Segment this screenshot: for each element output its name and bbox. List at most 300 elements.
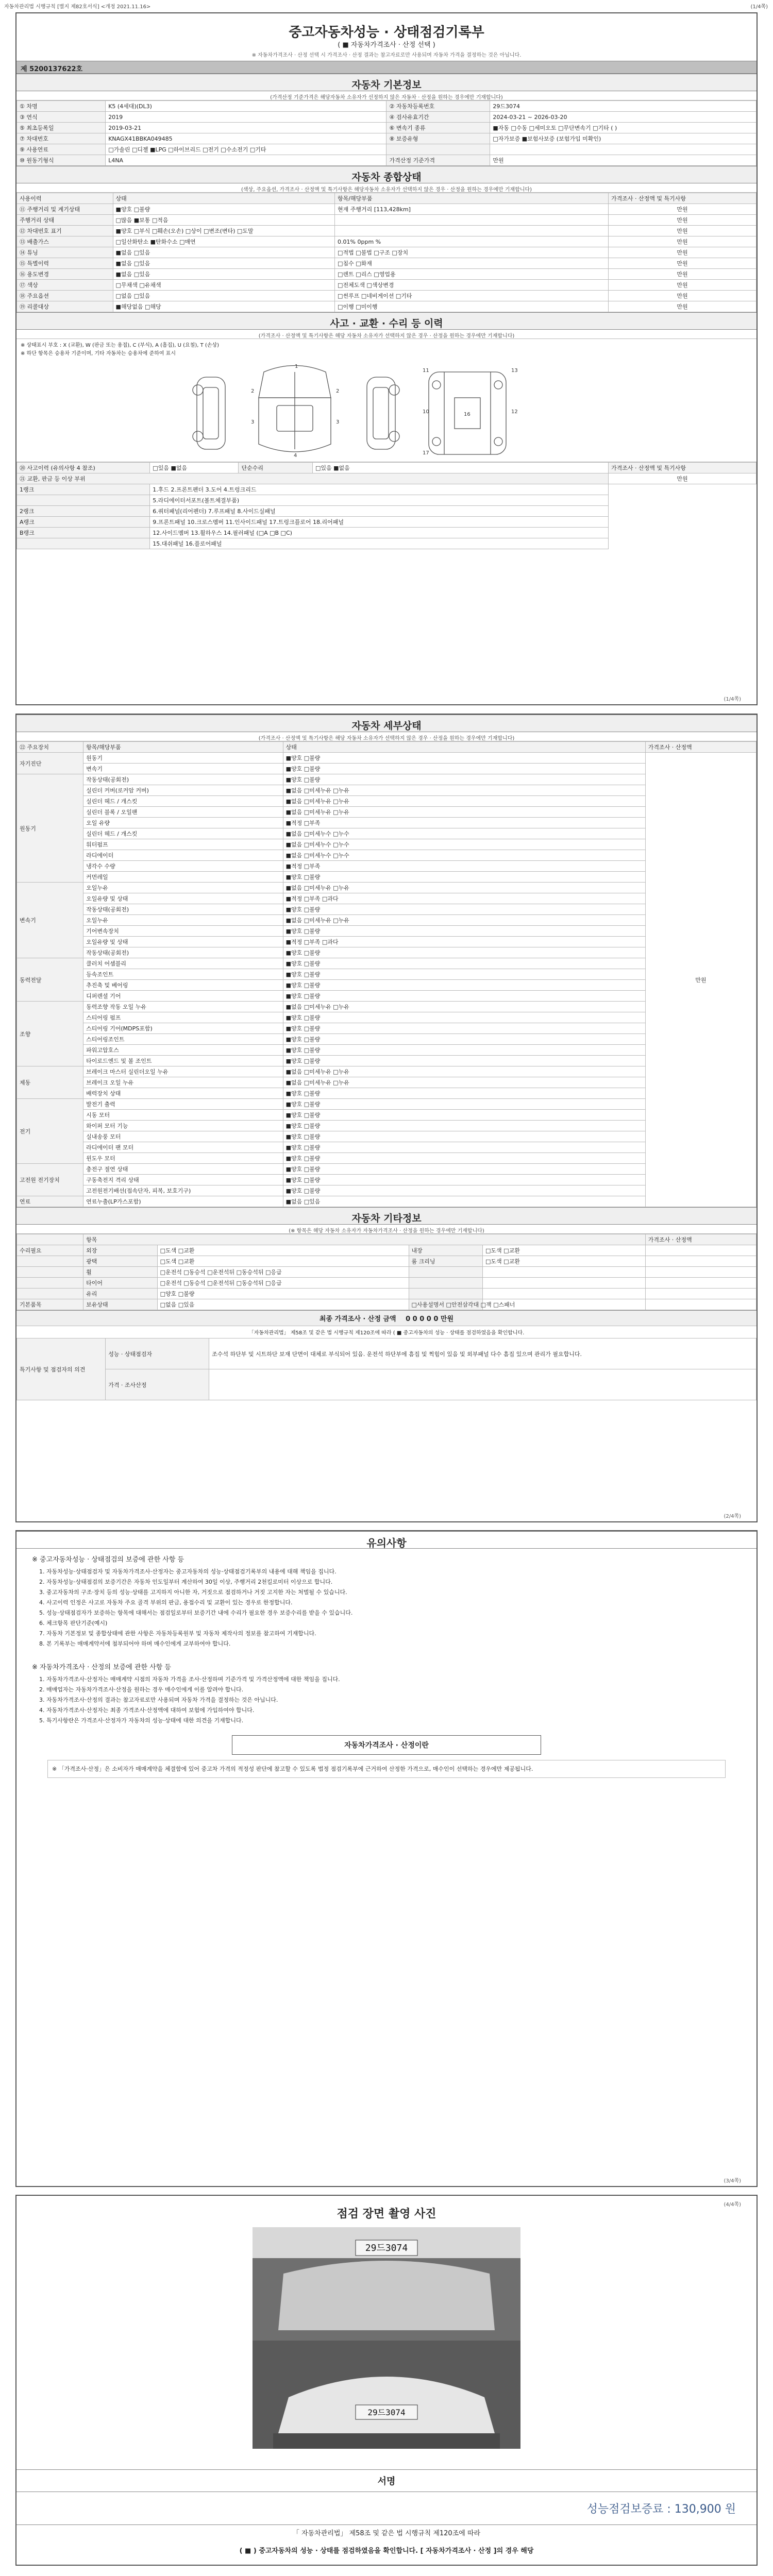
overall-row: [17, 236, 757, 247]
etc-row: [17, 1289, 757, 1299]
detail-state: ■양호 □불량: [283, 969, 645, 980]
detail-state: ■없음 □미세누유 □누유: [283, 785, 645, 796]
basic-value: 만원: [490, 155, 757, 166]
detail-state: ■없음 □미세누유 □누유: [283, 883, 645, 893]
detail-col-device: ㉒ 주요장치: [17, 742, 83, 753]
page-4-photos: [15, 2195, 758, 2566]
overall-item-price: 만원: [608, 280, 756, 291]
final-note: 「자동차관리법」 제58조 및 같은 법 시행규칙 제120조에 따라 ( ■ 중고자동차의 성능 · 상태를 점검하였음을 확인합니다.: [16, 1326, 757, 1338]
section-accident-note: (가격조사 · 산정액 및 특기사항은 해당 자동차 소유자가 선택하지 않은 경우 · 산정을 원하는 경우에만 기재합니다): [16, 330, 757, 339]
accident-rank: B랭크: [17, 528, 150, 538]
svg-text:16: 16: [464, 412, 470, 417]
notes-item: 1. 자동차성능·상태점검자 및 자동차가격조사·산정자는 중고자동차의 성능·상태점검기록부의 내용에 대해 책임을 집니다.: [39, 1568, 337, 1575]
detail-item: 스티어링 기어(MDPS포함): [83, 1023, 283, 1034]
overall-col-use: 사용이력: [17, 193, 113, 204]
basic-label: [386, 144, 490, 155]
overall-item-name: ⑮ 특별이력: [17, 258, 113, 269]
notes-head-2: ※ 자동차가격조사 · 산정의 보증에 관한 사항 등: [32, 1664, 171, 1671]
inspection-photo-svg: [253, 2227, 520, 2449]
detail-state: ■없음 □미세누유 □누유: [283, 1002, 645, 1012]
overall-item-state: ■없음 □있음: [113, 258, 335, 269]
notes-item: 8. 본 기록부는 매매계약서에 첨부되어야 하며 매수인에게 교부하여야 합니다.: [39, 1640, 231, 1647]
etc-cell: 기본품목: [17, 1299, 83, 1310]
etc-col-price: 가격조사 · 산정액: [645, 1234, 756, 1245]
etc-cell: 보유상태: [83, 1299, 158, 1310]
etc-price: [645, 1278, 756, 1289]
overall-row: [17, 247, 757, 258]
accident-rank: [17, 538, 150, 549]
detail-device: 동력전달: [17, 958, 83, 1002]
svg-text:2: 2: [336, 388, 340, 394]
detail-state: ■없음 □미세누수 □누수: [283, 828, 645, 839]
basic-value: □가솔린 □디젤 ■LPG □하이브리드 □전기 □수소전기 □기타: [106, 144, 386, 155]
accident-items: 5.라디에이터서포트(볼트체결부품): [150, 495, 609, 506]
detail-item: 오일누유: [83, 883, 283, 893]
overall-item-detail: [335, 215, 609, 226]
detail-state: ■양호 □불량: [283, 991, 645, 1002]
overall-table: [16, 193, 757, 312]
basic-value: ■자동 □수동 □세미오토 □무단변속기 □기타 ( ): [490, 123, 757, 133]
etc-price: [645, 1245, 756, 1256]
section-etc-title: 자동차 기타정보: [16, 1207, 757, 1225]
detail-item: 파워고압호스: [83, 1045, 283, 1056]
etc-cell: 외장: [83, 1245, 158, 1256]
basic-value: 2019-03-21: [106, 123, 386, 133]
detail-device: 조향: [17, 1002, 83, 1066]
notes-box-title: 자동차가격조사 · 산정이란: [232, 1735, 541, 1755]
notes-item: 5. 특기사항란은 가격조사·산정자가 자동차의 성능·상태에 대한 의견을 기재합니다.: [39, 1717, 244, 1724]
detail-item: 구동축전지 격리 상태: [83, 1175, 283, 1185]
etc-cell: [483, 1278, 646, 1289]
detail-item: 라디에이터 팬 모터: [83, 1142, 283, 1153]
detail-state: ■양호 □불량: [283, 958, 645, 969]
basic-value: □자가보증 ■보험사보증 (보험가입 미확인): [490, 133, 757, 144]
detail-item: 커먼레일: [83, 872, 283, 883]
etc-cell: [409, 1289, 483, 1299]
detail-row: [17, 753, 757, 764]
detail-item: 스티어링조인트: [83, 1034, 283, 1045]
etc-col-blank: [17, 1234, 83, 1245]
detail-item: 연료누출(LP가스포함): [83, 1196, 283, 1207]
etc-cell: 타이어: [83, 1278, 158, 1289]
overall-item-price: 만원: [608, 258, 756, 269]
car-side-right: [367, 377, 399, 449]
special-table: [16, 1338, 757, 1400]
detail-state: ■양호 □불량: [283, 753, 645, 764]
basic-value: KNAGX41BBKA049485: [106, 133, 386, 144]
detail-item: 작동상태(공회전): [83, 774, 283, 785]
detail-state: ■적정 □부족: [283, 818, 645, 828]
accident-label: ⑳ 사고이력 (유의사항 4 참조): [17, 463, 150, 473]
accident-group-row: [17, 484, 757, 495]
notes-list-2: [16, 1674, 757, 1726]
accident-items: 15.대쉬패널 16.플로어패널: [150, 538, 609, 549]
accident-group-row: [17, 528, 757, 538]
overall-row: [17, 258, 757, 269]
detail-item: 브레이크 오일 누유: [83, 1077, 283, 1088]
basic-label: ⑥ 변속기 종류: [386, 123, 490, 133]
detail-state: ■없음 □미세누수 □누수: [283, 850, 645, 861]
parts-label: ㉑ 교환, 판금 등 이상 부위: [17, 473, 609, 484]
detail-item: 클러치 어셈블리: [83, 958, 283, 969]
overall-item-price: 만원: [608, 204, 756, 215]
basic-value: L4NA: [106, 155, 386, 166]
detail-item: 디퍼렌셜 기어: [83, 991, 283, 1002]
etc-cell: [17, 1278, 83, 1289]
detail-col-item: 항목/해당부품: [83, 742, 283, 753]
detail-state: ■양호 □불량: [283, 1110, 645, 1121]
detail-col-price: 가격조사 · 산정액: [645, 742, 756, 753]
overall-item-state: □일산화탄소 ■탄화수소 □매연: [113, 236, 335, 247]
repair-value: □있음 ■없음: [312, 463, 608, 473]
etc-cell: □양호 □불량: [157, 1289, 409, 1299]
basic-label: ③ 연식: [17, 112, 106, 123]
svg-text:10: 10: [423, 409, 429, 415]
detail-item: 오일누유: [83, 915, 283, 926]
detail-item: 오일유량 및 상태: [83, 937, 283, 947]
etc-cell: □도색 □교환: [483, 1256, 646, 1267]
detail-col-state: 상태: [283, 742, 645, 753]
detail-item: 실린더 커버(로커암 커버): [83, 785, 283, 796]
accident-legend: ※ 상태표시 부호 : X (교환), W (판금 또는 용접), C (부식), A (흠집), U (요철), T (손상): [21, 343, 220, 348]
etc-row: [17, 1278, 757, 1289]
doc-subtitle: ( ■ 자동차가격조사 · 산정 선택 ): [338, 41, 435, 49]
special-label: 특기사항 및 점검자의 의견: [17, 1338, 106, 1400]
accident-price-value: 만원: [608, 473, 756, 484]
accident-rank: 1랭크: [17, 484, 150, 495]
accident-value: □있음 ■없음: [150, 463, 239, 473]
etc-cell: 내장: [409, 1245, 483, 1256]
overall-row: [17, 280, 757, 291]
page-1: [15, 12, 758, 705]
overall-row: [17, 291, 757, 301]
special-sub-label: 성능 · 상태점검자: [106, 1338, 209, 1369]
signature-title: 서명: [16, 2469, 757, 2492]
overall-item-price: 만원: [608, 247, 756, 258]
accident-items: 6.쿼터패널(리어펜더) 7.루프패널 8.사이드실패널: [150, 506, 609, 517]
detail-item: 고전원전기배선(접속단자, 피복, 보호기구): [83, 1185, 283, 1196]
etc-cell: 휠: [83, 1267, 158, 1278]
detail-state: ■양호 □불량: [283, 1131, 645, 1142]
plate-bottom: 29드3074: [367, 2408, 406, 2417]
page-1-count: (1/4쪽): [724, 697, 741, 702]
detail-state: ■적정 □부족: [283, 861, 645, 872]
accident-table: [16, 462, 757, 549]
basic-label: ⑧ 보증유형: [386, 133, 490, 144]
detail-item: 실린더 헤드 / 개스킷: [83, 796, 283, 807]
form-header-right: (1/4쪽): [750, 4, 768, 10]
price-opinion-value: [209, 1369, 757, 1400]
etc-cell: □운전석 □동승석 □운전석뒤 □동승석뒤 □응급: [157, 1278, 409, 1289]
overall-item-name: ⑫ 차대번호 표기: [17, 226, 113, 236]
etc-table: [16, 1234, 757, 1310]
detail-item: 오일유량 및 상태: [83, 893, 283, 904]
detail-state: ■양호 □불량: [283, 980, 645, 991]
detail-item: 원동기: [83, 753, 283, 764]
section-etc-note: (※ 항목은 해당 자동차 소유자가 자동차가격조사 · 산정을 원하는 경우에만 기재합니다): [16, 1225, 757, 1234]
overall-item-detail: □썬루프 □네비게이션 □기타: [335, 291, 609, 301]
overall-item-detail: 0.01% 0ppm %: [335, 236, 609, 247]
overall-item-name: 주행거리 상태: [17, 215, 113, 226]
accident-legend-2: ※ 하단 항목은 승용차 기준이며, 기타 자동차는 승용차에 준하여 표시: [21, 351, 176, 357]
page-3-notes: [15, 1530, 758, 2187]
notes-item: 3. 자동차가격조사·산정의 결과는 참고자료로만 사용되며 자동차 가격을 결정하는 것은 아닙니다.: [39, 1697, 278, 1703]
car-diagram-svg: [16, 357, 757, 462]
overall-item-price: 만원: [608, 301, 756, 312]
detail-state: ■양호 □불량: [283, 1164, 645, 1175]
notes-item: 2. 매매업자는 자동차가격조사·산정을 원하는 경우 매수인에게 이를 알려야 합니다.: [39, 1686, 244, 1693]
overall-item-state: □많음 ■보통 □적음: [113, 215, 335, 226]
inspection-photo: [253, 2227, 520, 2449]
detail-device: 제동: [17, 1066, 83, 1099]
overall-item-state: ■양호 □불량: [113, 204, 335, 215]
basic-row: [17, 144, 757, 155]
price-opinion-label: 가격 · 조사산정: [106, 1369, 209, 1400]
basic-row: [17, 155, 757, 166]
page-4-count: (4/4쪽): [724, 2202, 741, 2208]
detail-item: 스티어링 펌프: [83, 1012, 283, 1023]
notes-item: 3. 중고자동차의 구조·장치 등의 성능·상태를 고지하지 아니한 자, 거짓으로 점검하거나 거짓 고지한 자는 처벌될 수 있습니다.: [39, 1589, 347, 1596]
etc-cell: 수리필요: [17, 1245, 83, 1256]
detail-item: 동력조향 작동 오일 누유: [83, 1002, 283, 1012]
final-price-title: 최종 가격조사 · 산정 금액: [319, 1315, 396, 1323]
detail-state: ■양호 □불량: [283, 872, 645, 883]
overall-item-price: 만원: [608, 236, 756, 247]
detail-state: ■없음 □미세누유 □누유: [283, 1066, 645, 1077]
overall-item-name: ⑯ 용도변경: [17, 269, 113, 280]
title-block: [16, 13, 757, 74]
basic-row: [17, 112, 757, 123]
detail-item: 기어변속장치: [83, 926, 283, 937]
etc-cell: □사용설명서 □안전삼각대 □잭 □스패너: [409, 1299, 483, 1310]
basic-label: ⑦ 차대번호: [17, 133, 106, 144]
section-basic-title: 자동차 기본정보: [16, 74, 757, 91]
detail-state: ■없음 □미세누유 □누유: [283, 796, 645, 807]
final-price-value: 0 0 0 0 0 만원: [406, 1315, 454, 1323]
detail-state: ■적정 □부족 □과다: [283, 893, 645, 904]
overall-item-name: ⑬ 배출가스: [17, 236, 113, 247]
etc-row: [17, 1245, 757, 1256]
detail-item: 와이퍼 모터 기능: [83, 1121, 283, 1131]
car-diagram: [16, 357, 757, 462]
basic-label: ⑨ 사용연료: [17, 144, 106, 155]
detail-item: 추진축 및 베어링: [83, 980, 283, 991]
svg-text:17: 17: [423, 450, 429, 456]
overall-item-name: ⑪ 주행거리 및 계기상태: [17, 204, 113, 215]
detail-device: 연료: [17, 1196, 83, 1207]
overall-col-item: 항목/해당부품: [335, 193, 609, 204]
basic-value: K5 (4세대)(DL3): [106, 101, 386, 112]
overall-row: [17, 204, 757, 215]
car-top-front: [259, 366, 331, 452]
basic-label: 가격산정 기준가격: [386, 155, 490, 166]
basic-value: 29드3074: [490, 101, 757, 112]
basic-label: ② 자동차등록번호: [386, 101, 490, 112]
notes-head-1: ※ 중고자동차성능 · 상태점검의 보증에 관한 사항 등: [32, 1556, 184, 1564]
detail-state: ■양호 □불량: [283, 1056, 645, 1066]
etc-price: [645, 1256, 756, 1267]
notes-item: 2. 자동차성능·상태점검의 보증기간은 자동차 인도일부터 계산하여 30일 이상, 주행거리 2천킬로미터 이상으로 합니다.: [39, 1579, 333, 1585]
section-accident-title: 사고 · 교환 · 수리 등 이력: [16, 312, 757, 330]
detail-item: 충전구 절연 상태: [83, 1164, 283, 1175]
etc-cell: [483, 1267, 646, 1278]
detail-device: 자기진단: [17, 753, 83, 774]
basic-value: 2024-03-21 ~ 2026-03-20: [490, 112, 757, 123]
detail-state: ■양호 □불량: [283, 1142, 645, 1153]
notes-list-1: [16, 1567, 757, 1649]
notes-item: 7. 자동차 기본정보 및 종합상태에 관한 사항은 자동차등록원부 및 자동차 제작사의 정보를 참고하여 기재합니다.: [39, 1630, 316, 1637]
section-detail-note: (가격조사 · 산정액 및 특기사항은 해당 자동차 소유자가 선택하지 않은 경우 · 산정을 원하는 경우에만 기재합니다): [16, 732, 757, 741]
overall-item-price: 만원: [608, 215, 756, 226]
detail-state: ■양호 □불량: [283, 904, 645, 915]
overall-col-state: 상태: [113, 193, 335, 204]
accident-group-row: [17, 495, 757, 506]
etc-price: [645, 1299, 756, 1310]
overall-item-price: 만원: [608, 291, 756, 301]
detail-device: 원동기: [17, 774, 83, 883]
accident-rank: 2랭크: [17, 506, 150, 517]
etc-cell: [483, 1289, 646, 1299]
svg-text:1: 1: [295, 364, 298, 369]
overall-item-name: ⑭ 튜닝: [17, 247, 113, 258]
etc-cell: [409, 1278, 483, 1289]
etc-col-item: 항목: [83, 1234, 646, 1245]
detail-item: 시동 모터: [83, 1110, 283, 1121]
overall-col-price: 가격조사 · 산정액 및 특기사항: [608, 193, 756, 204]
etc-cell: □없음 □있음: [157, 1299, 409, 1310]
detail-item: 윈도우 모터: [83, 1153, 283, 1164]
detail-state: ■없음 □있음: [283, 1196, 645, 1207]
detail-item: 작동상태(공회전): [83, 947, 283, 958]
overall-row: [17, 269, 757, 280]
etc-cell: [17, 1289, 83, 1299]
accident-rank: [17, 495, 150, 506]
section-detail-title: 자동차 세부상태: [16, 715, 757, 732]
detail-item: 브레이크 마스터 실린더오일 누유: [83, 1066, 283, 1077]
overall-item-state: ■양호 □부식 □훼손(오손) □상이 □변조(변타) □도말: [113, 226, 335, 236]
overall-item-detail: □이행 □미이행: [335, 301, 609, 312]
detail-state: ■양호 □불량: [283, 1153, 645, 1164]
etc-cell: □운전석 □동승석 □운전석뒤 □동승석뒤 □응급: [157, 1267, 409, 1278]
detail-state: ■없음 □미세누유 □누유: [283, 1077, 645, 1088]
overall-item-state: ■해당없음 □해당: [113, 301, 335, 312]
detail-state: ■양호 □불량: [283, 1088, 645, 1099]
doc-note: ※ 자동차가격조사 · 산정 선택 시 가격조사 · 산정 결과는 참고자료로만 사용되며 자동차 가격을 결정하는 것은 아닙니다.: [251, 53, 522, 58]
basic-table: [16, 100, 757, 166]
detail-state: ■양호 □불량: [283, 1185, 645, 1196]
svg-text:2: 2: [251, 388, 255, 394]
doc-number: 제 5200137622호: [16, 61, 757, 73]
accident-price-label: 가격조사 · 산정액 및 특기사항: [608, 463, 756, 473]
overall-item-state: □무채색 □유채색: [113, 280, 335, 291]
overall-item-name: ⑱ 주요옵션: [17, 291, 113, 301]
detail-item: 라디에이터: [83, 850, 283, 861]
detail-state: ■양호 □불량: [283, 1099, 645, 1110]
notes-item: 5. 성능·상태점검자가 보증하는 항목에 대해서는 점검일로부터 보증기간 내에 수리가 필요한 경우 보증수리를 받을 수 있습니다.: [39, 1609, 353, 1616]
svg-text:3: 3: [336, 419, 340, 425]
basic-row: [17, 101, 757, 112]
etc-price: [645, 1289, 756, 1299]
form-header-left: 자동차관리법 시행규칙 [별지 제82호서식] <개정 2021.11.16>: [4, 4, 151, 10]
detail-item: 타이로드엔드 및 볼 조인트: [83, 1056, 283, 1066]
basic-label: ① 차명: [17, 101, 106, 112]
detail-item: 오일 유량: [83, 818, 283, 828]
etc-cell: □도색 □교환: [157, 1245, 409, 1256]
detail-state: ■없음 □미세누유 □누유: [283, 915, 645, 926]
basic-value: [490, 144, 757, 155]
svg-text:11: 11: [423, 368, 429, 374]
detail-state: ■양호 □불량: [283, 1175, 645, 1185]
etc-cell: □도색 □교환: [157, 1256, 409, 1267]
overall-item-detail: □침수 □화재: [335, 258, 609, 269]
detail-state: ■적정 □부족 □과다: [283, 937, 645, 947]
overall-row: [17, 215, 757, 226]
diagram-numbers: [251, 364, 518, 459]
etc-cell: □도색 □교환: [483, 1245, 646, 1256]
detail-item: 배력장치 상태: [83, 1088, 283, 1099]
doc-title: 중고자동차성능 · 상태점검기록부: [289, 25, 484, 40]
basic-label: ⑩ 원동기형식: [17, 155, 106, 166]
final-price-row: [16, 1310, 757, 1326]
accident-items: 9.프론트패널 10.크로스멤버 11.인사이드패널 17.트렁크플로어 18.리어패널: [150, 517, 609, 528]
special-text: 조수석 하단부 및 시트하단 보재 단면이 대체로 부식되어 있음. 운전석 하단부에 흠집 및 찍힘이 있음 및 외부패널 다수 흠집 있으며 관리가 필요합니다.: [209, 1338, 757, 1369]
accident-group-row: [17, 517, 757, 528]
overall-item-name: ⑰ 색상: [17, 280, 113, 291]
etc-row: [17, 1267, 757, 1278]
signature-fee: 성능점검보증료 : 130,900 원: [16, 2492, 757, 2525]
section-overall-title: 자동차 종합상태: [16, 166, 757, 183]
notes-item: 6. 체크항목 판단기준(예시): [39, 1620, 108, 1626]
detail-device: 고전원 전기장치: [17, 1164, 83, 1196]
overall-item-detail: [335, 226, 609, 236]
etc-row: [17, 1299, 757, 1310]
accident-rank: A랭크: [17, 517, 150, 528]
etc-row: [17, 1256, 757, 1267]
detail-state: ■양호 □불량: [283, 1012, 645, 1023]
detail-device: 변속기: [17, 883, 83, 958]
detail-table: [16, 741, 757, 1207]
detail-state: ■양호 □불량: [283, 1121, 645, 1131]
repair-label: 단순수리: [239, 463, 313, 473]
page-2: [15, 714, 758, 1522]
detail-item: 실내송풍 모터: [83, 1131, 283, 1142]
detail-item: 실린더 블록 / 오일팬: [83, 807, 283, 818]
overall-item-state: □없음 □있음: [113, 291, 335, 301]
etc-price: [645, 1267, 756, 1278]
svg-text:3: 3: [251, 419, 255, 425]
notes-item: 4. 자동차가격조사·산정자는 최종 가격조사·산정액에 대하여 보험에 가입하여야 합니다.: [39, 1707, 255, 1714]
overall-item-detail: □전체도색 □색상변경: [335, 280, 609, 291]
detail-state: ■양호 □불량: [283, 1023, 645, 1034]
detail-item: 냉각수 수량: [83, 861, 283, 872]
svg-text:4: 4: [294, 453, 297, 459]
detail-item: 워터펌프: [83, 839, 283, 850]
overall-item-name: ⑲ 리콜대상: [17, 301, 113, 312]
basic-row: [17, 133, 757, 144]
accident-items: 1.후드 2.프론트펜더 3.도어 4.트렁크리드: [150, 484, 609, 495]
detail-price: 만원: [645, 753, 756, 1207]
overall-item-detail: 현재 주행거리 [113,428km]: [335, 204, 609, 215]
photos-title: 점검 장면 촬영 사진: [337, 2208, 436, 2221]
detail-item: 실린더 헤드 / 개스킷: [83, 828, 283, 839]
form-header: [0, 0, 773, 11]
accident-items: 12.사이드멤버 13.휠하우스 14.필러패널 (□A □B □C): [150, 528, 609, 538]
detail-state: ■없음 □미세누유 □누유: [283, 807, 645, 818]
etc-cell: 광택: [83, 1256, 158, 1267]
detail-state: ■양호 □불량: [283, 926, 645, 937]
basic-label: ④ 검사유효기간: [386, 112, 490, 123]
notes-item: 4. 사고이력 인정은 사고로 자동차 주요 골격 부위의 판금, 용접수리 및 교환이 있는 경우로 한정합니다.: [39, 1599, 293, 1606]
